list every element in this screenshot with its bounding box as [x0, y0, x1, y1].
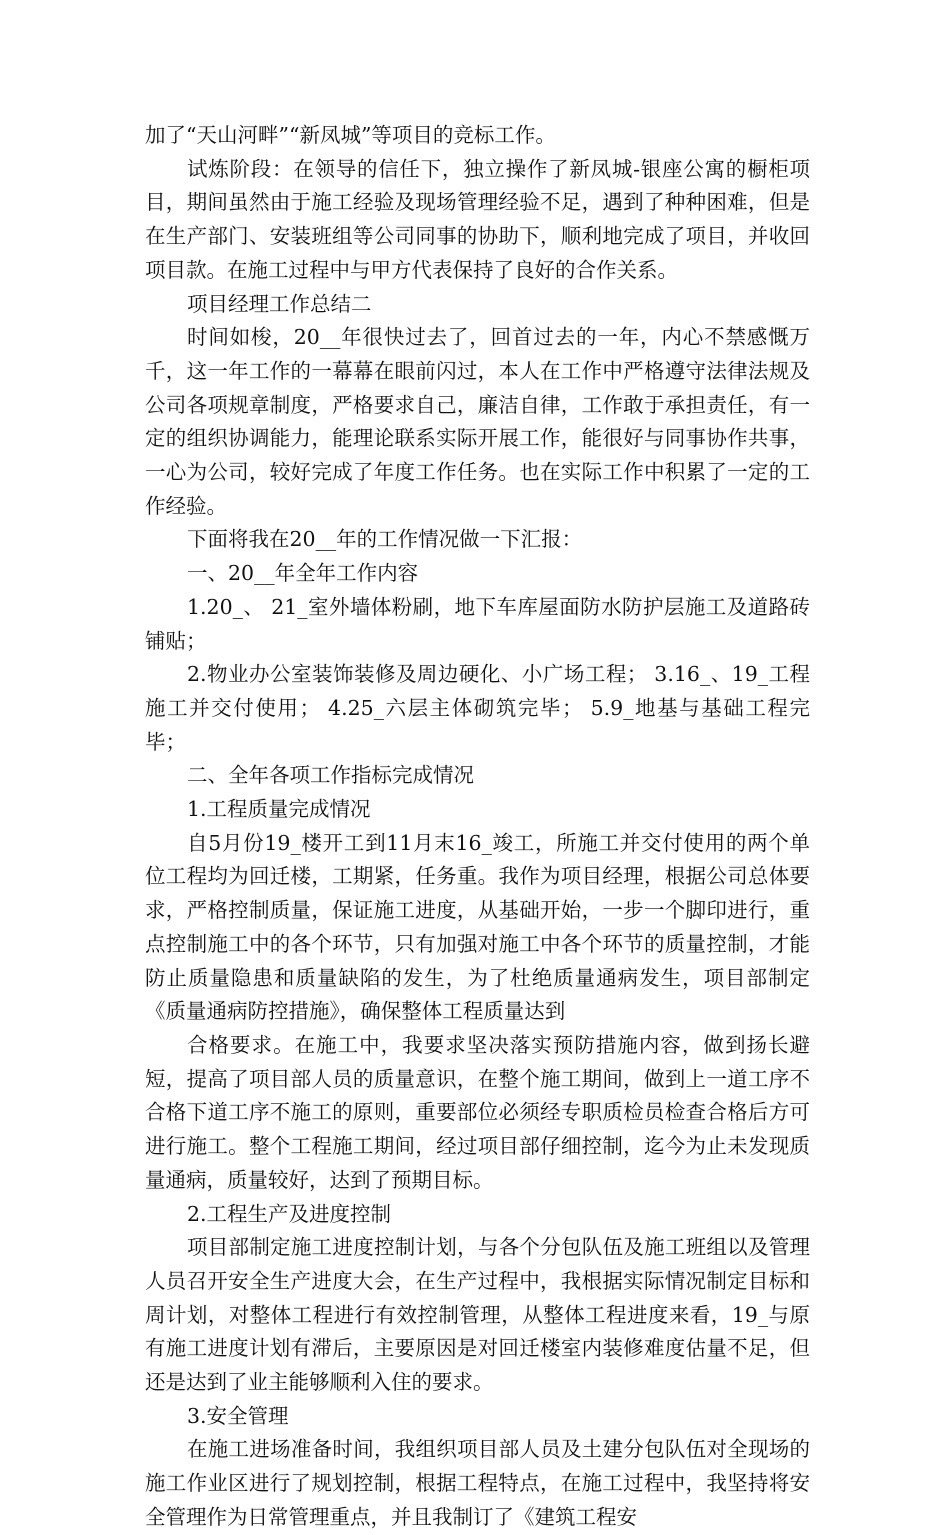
paragraph-trial-stage: 试炼阶段：在领导的信任下，独立操作了新凤城-银座公寓的橱柜项目，期间虽然由于施工经验及现场管理经验不足，遇到了种种困难，但是在生产部门、安装班组等公司同事的协助下，顺利地完成了项目，并收回项目款。在施工过程中与甲方代表保持了良好的合作关系。 — [145, 156, 810, 282]
document-body — [145, 119, 810, 1535]
heading-progress: 2.工程生产及进度控制 — [187, 1201, 392, 1226]
paragraph-intro: 时间如梭，20__年很快过去了，回首过去的一年，内心不禁感慨万千，这一年工作的一幕幕在眼前闪过，本人在工作中严格遵守法律法规及公司各项规章制度，严格要求自己，廉洁自律，工作敢于承担责任，有一定的组织协调能力，能理论联系实际开展工作，能很好与同事协作共事，一心为公司，较好完成了年度工作任务。也在实际工作中积累了一定的工作经验。 — [145, 325, 810, 518]
paragraph-safety: 在施工进场准备时间，我组织项目部人员及土建分包队伍对全现场的施工作业区进行了规划控制，根据工程特点，在施工过程中，我坚持将安全管理作为日常管理重点，并且我制订了《建筑工程安 — [145, 1437, 810, 1529]
heading-indicators: 二、全年各项工作指标完成情况 — [187, 763, 474, 788]
paragraph-quality-cont: 合格要求。在施工中，我要求坚决落实预防措施内容，做到扬长避短，提高了项目部人员的质量意识，在整个施工期间，做到上一道工序不合格下道工序不施工的原则，重要部位必须经专职质检员检查合格后方可进行施工。整个工程施工期间，经过项目部仔细控制，迄今为止未发现质量通病，质量较好，达到了预期目标。 — [145, 1032, 810, 1192]
paragraph-report-lead: 下面将我在20__年的工作情况做一下汇报： — [187, 527, 583, 552]
list-item-2: 2.物业办公室装饰装修及周边硬化、小广场工程； 3.16_、19_工程施工并交付使用； 4.25_六层主体砌筑完毕； 5.9_地基与基础工程完毕； — [145, 662, 810, 754]
heading-safety: 3.安全管理 — [187, 1403, 289, 1428]
heading-work-content: 一、20__年全年工作内容 — [187, 561, 419, 586]
heading-quality: 1.工程质量完成情况 — [187, 797, 371, 822]
section-title: 项目经理工作总结二 — [187, 291, 372, 316]
list-item-1: 1.20_、 21_室外墙体粉刷，地下车库屋面防水防护层施工及道路砖铺贴； — [145, 594, 810, 653]
paragraph-quality: 自5月份19_楼开工到11月末16_竣工，所施工并交付使用的两个单位工程均为回迁楼，工期紧，任务重。我作为项目经理，根据公司总体要求，严格控制质量，保证施工进度，从基础开始，一步一个脚印进行，重点控制施工中的各个环节，只有加强对施工中各个环节的质量控制，才能防止质量隐患和质量缺陷的发生，为了杜绝质量通病发生，项目部制定《质量通病防控措施》，确保整体工程质量达到 — [145, 830, 810, 1024]
paragraph-progress: 项目部制定施工进度控制计划，与各个分包队伍及施工班组以及管理人员召开安全生产进度大会，在生产过程中，我根据实际情况制定目标和周计划，对整体工程进行有效控制管理，从整体工程进度来看，19_与原有施工进度计划有滞后，主要原因是对回迁楼室内装修难度估量不足，但还是达到了业主能够顺利入住的要求。 — [145, 1235, 810, 1395]
paragraph-competition: 加了“天山河畔”“新凤城”等项目的竞标工作。 — [145, 123, 556, 147]
